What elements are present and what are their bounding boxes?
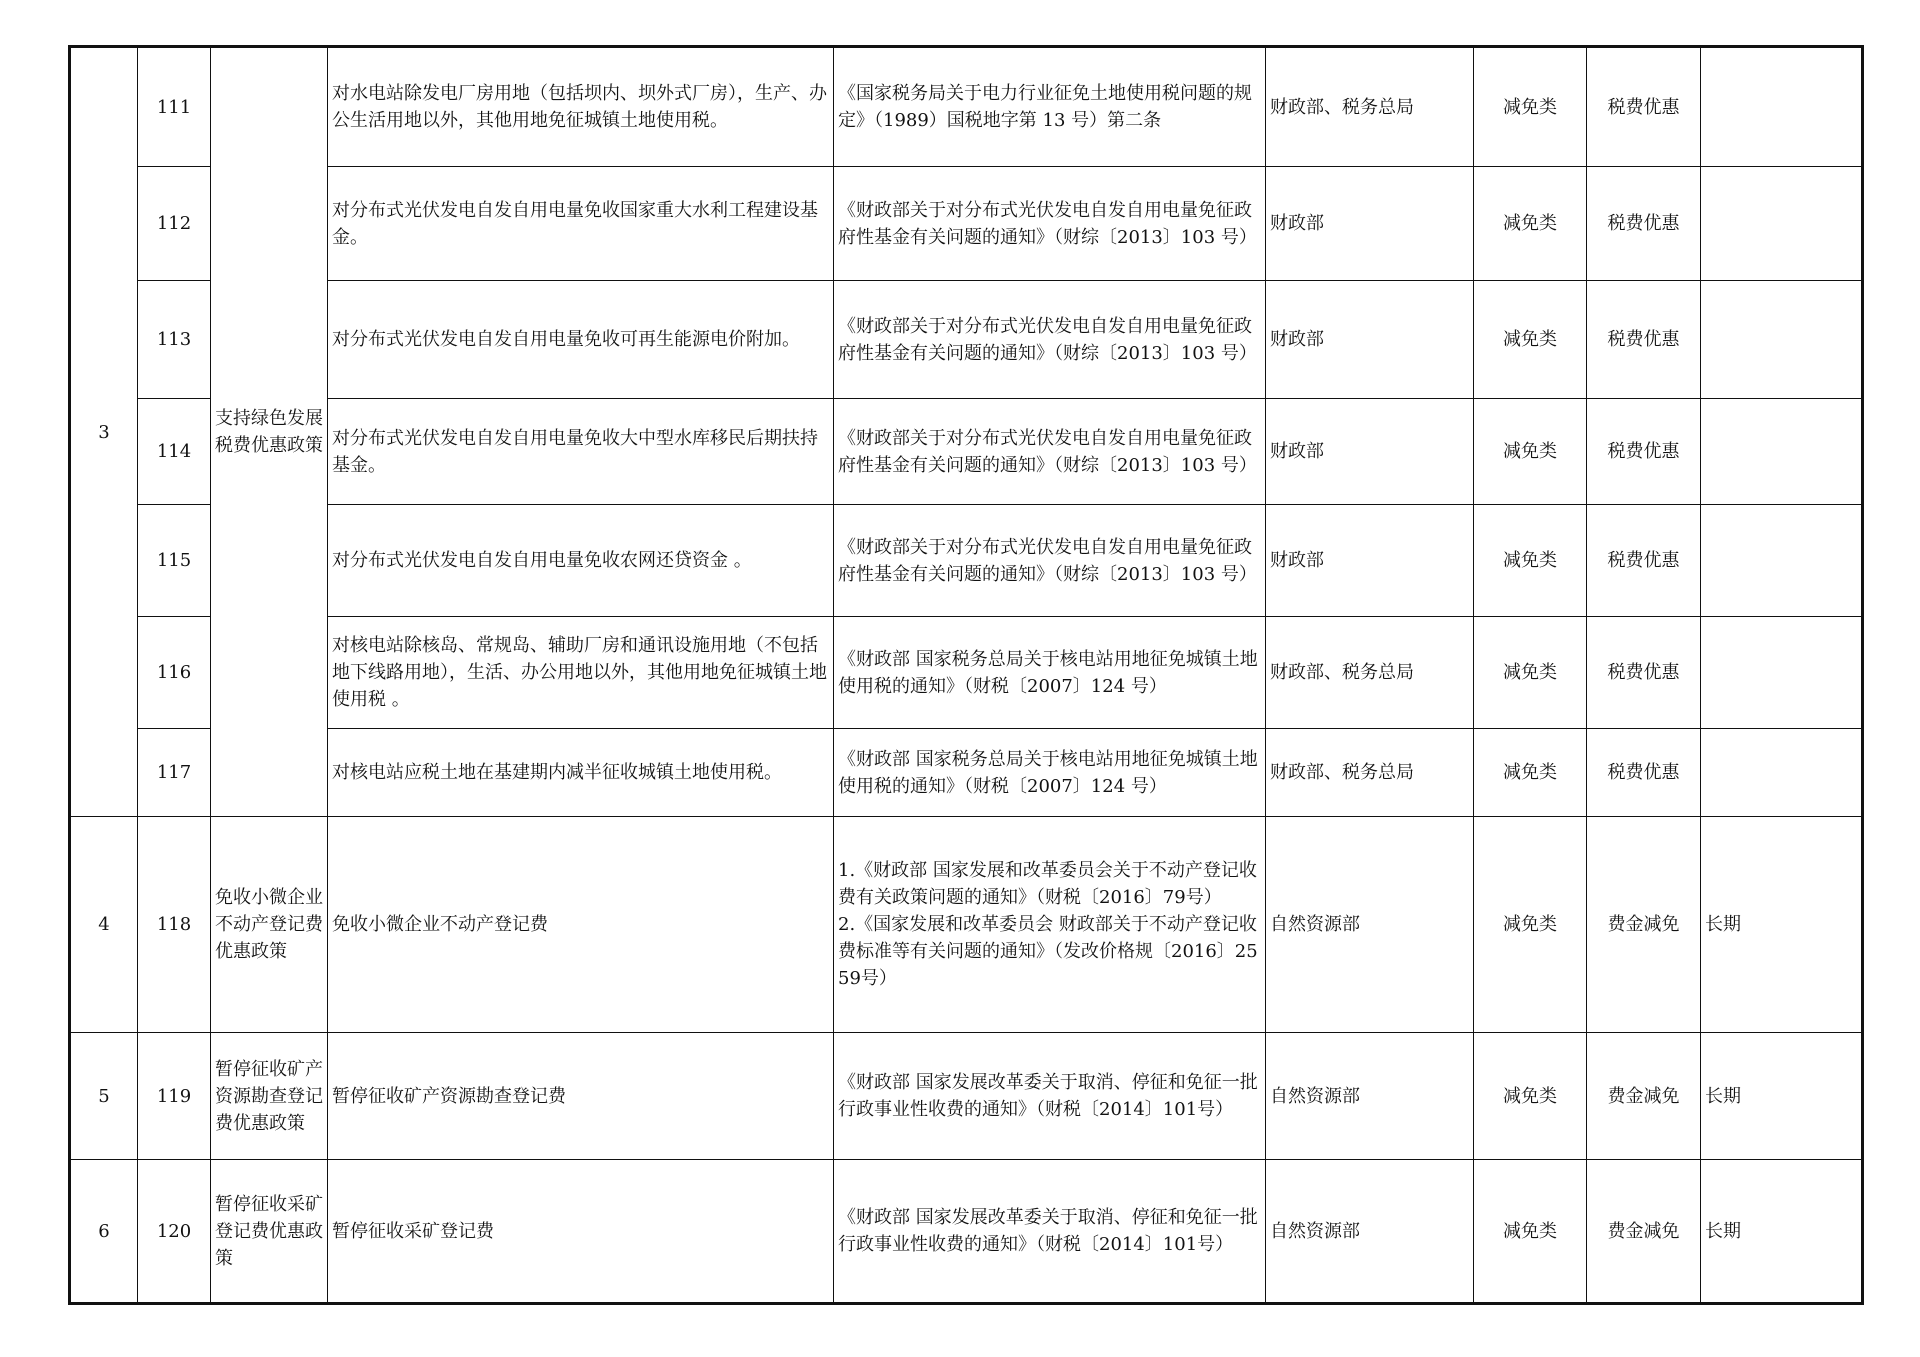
table-row — [70, 617, 1863, 729]
department: 财政部 — [1266, 399, 1474, 505]
item-number: 115 — [138, 505, 211, 617]
policy-basis: 《财政部 国家税务总局关于核电站用地征免城镇土地 使用税的通知》（财税〔2007〕124 号） — [834, 617, 1266, 729]
department: 财政部 — [1266, 281, 1474, 399]
category: 减免类 — [1474, 505, 1587, 617]
policy-content: 对核电站应税土地在基建期内减半征收城镇土地使用税。 — [328, 729, 834, 817]
table-row — [70, 47, 1863, 167]
category: 减免类 — [1474, 167, 1587, 281]
table-row — [70, 1033, 1863, 1160]
policy-basis: 《财政部关于对分布式光伏发电自发自用电量免征政 府性基金有关问题的通知》（财综〔2013〕103 号） — [834, 281, 1266, 399]
item-number: 119 — [138, 1033, 211, 1160]
term — [1701, 47, 1863, 167]
group-number: 4 — [70, 817, 138, 1033]
policy-content: 对水电站除发电厂房用地（包括坝内、坝外式厂房），生产、办公生活用地以外，其他用地免征城镇土地使用税。 — [328, 47, 834, 167]
type: 税费优惠 — [1587, 617, 1701, 729]
policy-basis: 《财政部 国家税务总局关于核电站用地征免城镇土地 使用税的通知》（财税〔2007〕124 号） — [834, 729, 1266, 817]
department: 自然资源部 — [1266, 817, 1474, 1033]
policy-content: 对分布式光伏发电自发自用电量免收农网还贷资金 。 — [328, 505, 834, 617]
type: 税费优惠 — [1587, 729, 1701, 817]
policy-content: 暂停征收采矿登记费 — [328, 1160, 834, 1304]
category: 减免类 — [1474, 1033, 1587, 1160]
policy-content: 暂停征收矿产资源勘查登记费 — [328, 1033, 834, 1160]
category: 减免类 — [1474, 817, 1587, 1033]
item-number: 120 — [138, 1160, 211, 1304]
policy-content: 对分布式光伏发电自发自用电量免收大中型水库移民后期扶持基金。 — [328, 399, 834, 505]
group-name: 暂停征收矿产资源勘查登记费优惠政策 — [211, 1033, 328, 1160]
policy-basis: 《财政部关于对分布式光伏发电自发自用电量免征政 府性基金有关问题的通知》（财综〔2013〕103 号） — [834, 505, 1266, 617]
group-name: 支持绿色发展税费优惠政策 — [211, 47, 328, 817]
policy-basis: 《国家税务局关于电力行业征免土地使用税问题的规 定》（1989）国税地字第 13 号）第二条 — [834, 47, 1266, 167]
policy-basis: 《财政部关于对分布式光伏发电自发自用电量免征政 府性基金有关问题的通知》（财综〔2013〕103 号） — [834, 399, 1266, 505]
policy-content: 对分布式光伏发电自发自用电量免收国家重大水利工程建设基金。 — [328, 167, 834, 281]
policy-basis: 《财政部 国家发展改革委关于取消、停征和免征一批行政事业性收费的通知》（财税〔2014〕101号） — [834, 1160, 1266, 1304]
type: 税费优惠 — [1587, 167, 1701, 281]
group-number: 3 — [70, 47, 138, 817]
category: 减免类 — [1474, 729, 1587, 817]
policy-basis-line: 1.《财政部 国家发展和改革委员会关于不动产登记收费有关政策问题的通知》（财税〔2016〕79号） — [838, 860, 1257, 908]
category: 减免类 — [1474, 1160, 1587, 1304]
category: 减免类 — [1474, 617, 1587, 729]
department: 财政部 — [1266, 167, 1474, 281]
term — [1701, 617, 1863, 729]
type: 税费优惠 — [1587, 399, 1701, 505]
term: 长期 — [1701, 1160, 1863, 1304]
table-row — [70, 167, 1863, 281]
term: 长期 — [1701, 1033, 1863, 1160]
group-number: 6 — [70, 1160, 138, 1304]
table-row — [70, 817, 1863, 1033]
department: 自然资源部 — [1266, 1033, 1474, 1160]
table-row — [70, 399, 1863, 505]
type: 费金减免 — [1587, 1033, 1701, 1160]
item-number: 116 — [138, 617, 211, 729]
department: 财政部、税务总局 — [1266, 47, 1474, 167]
type: 费金减免 — [1587, 1160, 1701, 1304]
type: 费金减免 — [1587, 817, 1701, 1033]
term — [1701, 399, 1863, 505]
table-row — [70, 729, 1863, 817]
term: 长期 — [1701, 817, 1863, 1033]
category: 减免类 — [1474, 281, 1587, 399]
policy-table — [68, 45, 1864, 1305]
type: 税费优惠 — [1587, 281, 1701, 399]
department: 财政部、税务总局 — [1266, 617, 1474, 729]
department: 财政部、税务总局 — [1266, 729, 1474, 817]
item-number: 118 — [138, 817, 211, 1033]
term — [1701, 729, 1863, 817]
policy-basis: 《财政部关于对分布式光伏发电自发自用电量免征政府性基金有关问题的通知》（财综〔2013〕103 号） — [834, 167, 1266, 281]
term — [1701, 505, 1863, 617]
item-number: 117 — [138, 729, 211, 817]
term — [1701, 281, 1863, 399]
table-row — [70, 505, 1863, 617]
department: 财政部 — [1266, 505, 1474, 617]
item-number: 113 — [138, 281, 211, 399]
group-name: 免收小微企业不动产登记费优惠政策 — [211, 817, 328, 1033]
policy-content: 免收小微企业不动产登记费 — [328, 817, 834, 1033]
group-name: 暂停征收采矿登记费优惠政策 — [211, 1160, 328, 1304]
department: 自然资源部 — [1266, 1160, 1474, 1304]
type: 税费优惠 — [1587, 505, 1701, 617]
policy-basis — [834, 817, 1266, 1033]
group-number: 5 — [70, 1033, 138, 1160]
category: 减免类 — [1474, 47, 1587, 167]
term — [1701, 167, 1863, 281]
item-number: 114 — [138, 399, 211, 505]
policy-content: 对分布式光伏发电自发自用电量免收可再生能源电价附加。 — [328, 281, 834, 399]
table-row — [70, 281, 1863, 399]
type: 税费优惠 — [1587, 47, 1701, 167]
policy-basis: 《财政部 国家发展改革委关于取消、停征和免征一批行政事业性收费的通知》（财税〔2014〕101号） — [834, 1033, 1266, 1160]
table-row — [70, 1160, 1863, 1304]
category: 减免类 — [1474, 399, 1587, 505]
policy-basis-line: 2.《国家发展和改革委员会 财政部关于不动产登记收费标准等有关问题的通知》（发改价格规〔2016〕2559号） — [838, 914, 1258, 989]
policy-content: 对核电站除核岛、常规岛、辅助厂房和通讯设施用地（不包括地下线路用地），生活、办公用地以外，其他用地免征城镇土地使用税 。 — [328, 617, 834, 729]
item-number: 111 — [138, 47, 211, 167]
item-number: 112 — [138, 167, 211, 281]
